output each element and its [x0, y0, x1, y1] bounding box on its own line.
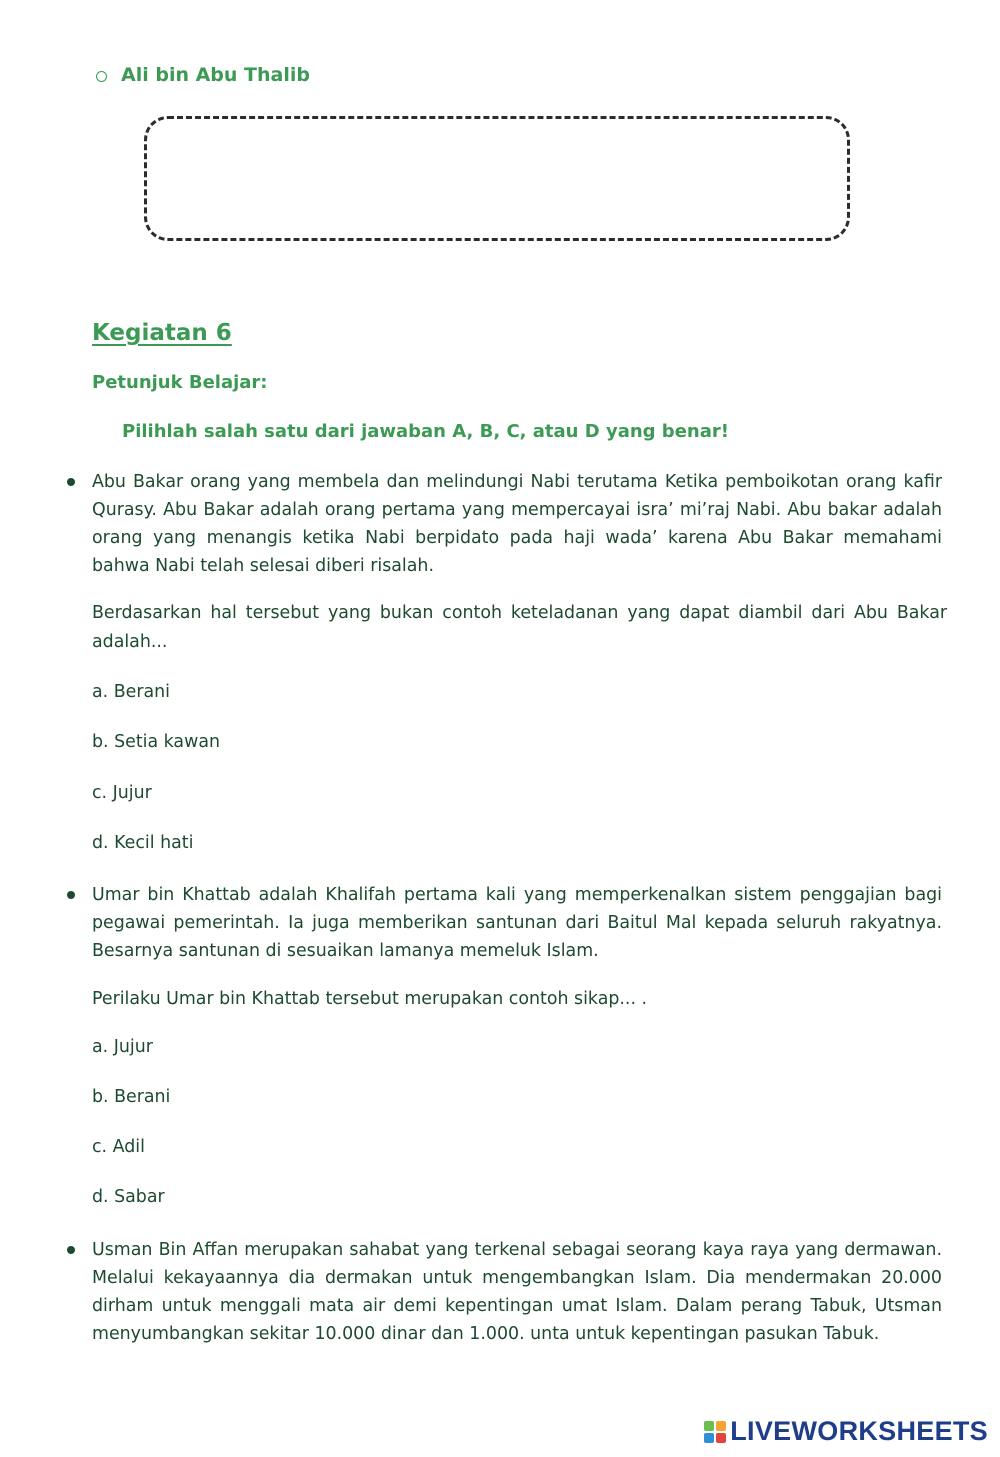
question-2-prompt [92, 985, 942, 1014]
logo-tile [704, 1433, 714, 1443]
option-c[interactable]: c. Adil [92, 1137, 145, 1157]
option-a[interactable]: a. Berani [92, 682, 171, 702]
logo-text: LIVEWORKSHEETS [730, 1416, 988, 1446]
question-text: Abu Bakar orang yang membela dan melindungi Nabi terutama Ketika pemboikotan orang kafir Qurasy. Abu Bakar adalah orang pertama yang mempercayai isra’ mi’raj Nabi. Abu bakar adalah orang yang menangis ketika Nabi berpidato pada haji wada’ karena Abu Bakar memahami bahwa Nabi telah selesai diberi risalah. [92, 472, 942, 576]
question-text: Usman Bin Affan merupakan sahabat yang terkenal sebagai seorang kaya raya yang dermawan. Melalui kekayaannya dia dermakan untuk mengembangkan Islam. Dia mendermakan 20.000 dirham untuk menggali mata air demi kepentingan umat Islam. Dalam perang Tabuk, Utsman menyumbangkan sekitar 10.000 dinar dan 1.000. unta untuk kepentingan pasukan Tabuk. [92, 1240, 942, 1344]
logo-tile [704, 1421, 714, 1431]
option-a[interactable]: a. Jujur [92, 1037, 153, 1057]
answer-drop-zone[interactable] [144, 116, 850, 241]
question-3 [92, 1236, 942, 1348]
answer-choice-ali[interactable] [96, 64, 310, 86]
liveworksheets-logo [704, 1416, 988, 1447]
bullet-icon [67, 1246, 75, 1254]
radio-circle-icon[interactable] [96, 71, 107, 82]
question-prompt: Perilaku Umar bin Khattab tersebut merupakan contoh sikap... . [92, 989, 648, 1009]
question-2 [92, 881, 942, 965]
answer-choice-label: Ali bin Abu Thalib [121, 64, 310, 86]
instruction-text: Pilihlah salah satu dari jawaban A, B, C, atau D yang benar! [122, 421, 729, 442]
option-d[interactable]: d. Sabar [92, 1187, 165, 1207]
option-b[interactable]: b. Berani [92, 1087, 171, 1107]
question-text: Umar bin Khattab adalah Khalifah pertama kali yang memperkenalkan sistem penggajian bagi pegawai pemerintah. Ia juga memberikan santunan dari Baitul Mal kepada seluruh rakyatnya. Besarnya santunan di sesuaikan lamanya memeluk Islam. [92, 885, 942, 961]
bullet-icon [67, 891, 75, 899]
logo-mark-icon [704, 1421, 726, 1443]
bullet-icon [67, 478, 75, 486]
option-c[interactable]: c. Jujur [92, 783, 152, 803]
activity-title: Kegiatan 6 [92, 320, 232, 346]
logo-tile [716, 1433, 726, 1443]
guide-label: Petunjuk Belajar: [92, 372, 268, 393]
question-1-prompt [92, 599, 947, 657]
question-1 [92, 468, 942, 580]
option-d[interactable]: d. Kecil hati [92, 833, 194, 853]
option-b[interactable]: b. Setia kawan [92, 732, 220, 752]
question-prompt: Berdasarkan hal tersebut yang bukan contoh keteladanan yang dapat diambil dari Abu Bakar adalah... [92, 603, 947, 652]
logo-tile [716, 1421, 726, 1431]
